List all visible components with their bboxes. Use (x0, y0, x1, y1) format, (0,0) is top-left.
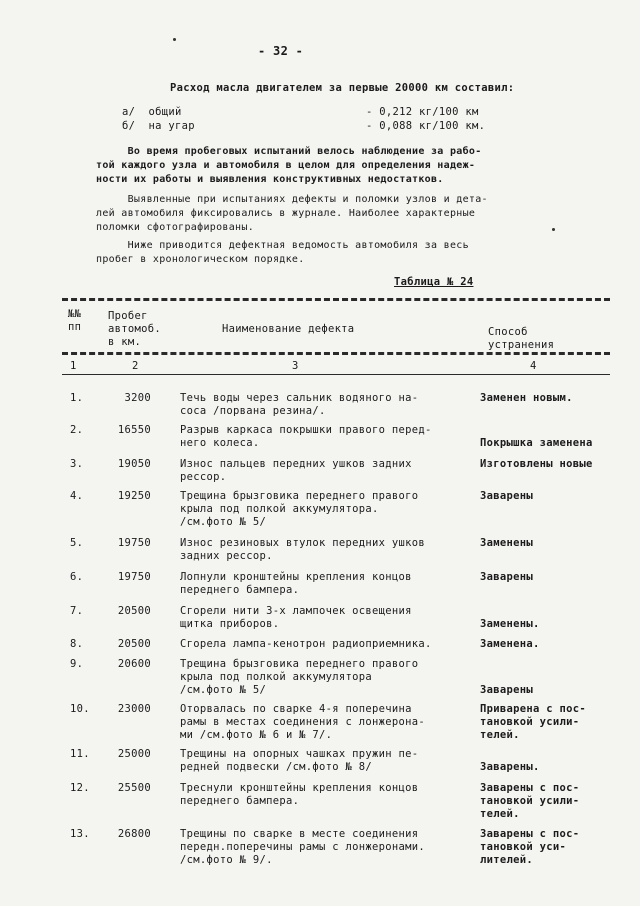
row-defect-description: щитка приборов. (180, 618, 280, 630)
row-number: 1. (70, 392, 84, 404)
row-defect-description: Трещины на опорных чашках пружин пе- (180, 748, 419, 760)
row-mileage: 25000 (117, 748, 151, 760)
row-repair-method: тановкой усили- (480, 795, 580, 807)
oil-item-label: б/ на угар (122, 120, 195, 132)
row-number: 10. (70, 703, 90, 715)
row-repair-method: Заварены (480, 684, 533, 696)
row-number: 8. (70, 638, 84, 650)
row-repair-method: телей. (480, 808, 520, 820)
paragraph-line: ности их работы и выявления конструктивных недостатков. (96, 174, 444, 185)
row-number: 9. (70, 658, 84, 670)
row-mileage: 25500 (117, 782, 151, 794)
row-number: 7. (70, 605, 84, 617)
header-method: устранения (488, 339, 555, 351)
row-mileage: 20500 (117, 605, 151, 617)
row-defect-description: Треснули кронштейны крепления концов (180, 782, 419, 794)
header-bottom-rule (62, 352, 610, 355)
header-desc: Наименование дефекта (222, 323, 355, 335)
oil-item-label: а/ общий (122, 106, 182, 118)
paragraph-line: Во время пробеговых испытаний велось наблюдение за рабо- (96, 146, 482, 157)
row-mileage: 3200 (124, 392, 151, 404)
row-repair-method: лителей. (480, 854, 533, 866)
table-top-rule (62, 298, 610, 301)
row-mileage: 19750 (117, 571, 151, 583)
oil-item-value: - 0,088 кг/100 км. (366, 120, 486, 132)
row-defect-description: Сгорели нити 3-х лампочек освещения (180, 605, 412, 617)
row-repair-method: Заменен новым. (480, 392, 573, 404)
page-number: - 32 - (258, 44, 304, 58)
row-defect-description: рессор. (180, 471, 227, 483)
row-repair-method: Заменены. (480, 618, 540, 630)
row-repair-method: Заварены с пос- (480, 828, 580, 840)
row-defect-description: переднего бампера. (180, 584, 300, 596)
paragraph-line: той каждого узла и автомобиля в целом для определения надеж- (96, 160, 476, 171)
row-defect-description: /см.фото № 5/ (180, 516, 267, 528)
row-defect-description: рамы в местах соединения с лонжерона- (180, 716, 425, 728)
row-defect-description: /см.фото № 5/ (180, 684, 267, 696)
row-number: 12. (70, 782, 90, 794)
row-mileage: 26800 (117, 828, 151, 840)
header-km: автомоб. (108, 323, 161, 335)
column-number: 2 (132, 360, 139, 372)
header-num: №№ (68, 308, 82, 320)
row-mileage: 20500 (117, 638, 151, 650)
row-number: 6. (70, 571, 84, 583)
row-defect-description: переднего бампера. (180, 795, 300, 807)
row-defect-description: передн.поперечины рамы с лонжеронами. (180, 841, 425, 853)
row-repair-method: Покрышка заменена (480, 437, 593, 449)
oil-item-value: - 0,212 кг/100 км (366, 106, 479, 118)
paragraph-line: Выявленные при испытаниях дефекты и поломки узлов и дета- (96, 194, 488, 205)
row-defect-description: редней подвески /см.фото № 8/ (180, 761, 373, 773)
scan-speck (173, 38, 176, 41)
row-defect-description: ми /см.фото № 6 и № 7/. (180, 729, 333, 741)
paragraph-line: пробег в хронологическом порядке. (96, 254, 305, 265)
row-defect-description: Износ резиновых втулок передних ушков (180, 537, 425, 549)
row-repair-method: Заварены с пос- (480, 782, 580, 794)
row-defect-description: Трещина брызговика переднего правого (180, 658, 419, 670)
row-number: 13. (70, 828, 90, 840)
row-number: 4. (70, 490, 84, 502)
row-mileage: 20600 (117, 658, 151, 670)
row-repair-method: Заварены (480, 571, 533, 583)
table-caption: Таблица № 24 (394, 276, 474, 288)
row-defect-description: крыла под полкой аккумулятора. (180, 503, 379, 515)
row-number: 2. (70, 424, 84, 436)
row-repair-method: тановкой усили- (480, 716, 580, 728)
row-defect-description: Трещина брызговика переднего правого (180, 490, 419, 502)
header-km: Пробег (108, 310, 148, 322)
scan-speck (552, 228, 555, 231)
row-repair-method: Приварена с пос- (480, 703, 586, 715)
row-repair-method: Заменены (480, 537, 533, 549)
row-defect-description: /см.фото № 9/. (180, 854, 273, 866)
column-number: 1 (70, 360, 77, 372)
row-mileage: 16550 (117, 424, 151, 436)
row-mileage: 19750 (117, 537, 151, 549)
header-method: Способ (488, 326, 528, 338)
column-number-rule (62, 374, 610, 375)
row-defect-description: coca /порвана резина/. (180, 405, 326, 417)
row-mileage: 19050 (117, 458, 151, 470)
row-repair-method: телей. (480, 729, 520, 741)
header-num: пп (68, 321, 82, 333)
row-mileage: 23000 (117, 703, 151, 715)
paragraph-line: лей автомобиля фиксировались в журнале. Наиболее характерные (96, 208, 476, 219)
row-repair-method: Изготовлены новые (480, 458, 593, 470)
row-defect-description: задних рессор. (180, 550, 273, 562)
row-defect-description: Износ пальцев передних ушков задних (180, 458, 412, 470)
row-repair-method: Заварены (480, 490, 533, 502)
row-defect-description: Разрыв каркаса покрышки правого перед- (180, 424, 432, 436)
oil-consumption-title: Расход масла двигателем за первые 20000 км составил: (170, 82, 515, 94)
paragraph-line: поломки сфотографированы. (96, 222, 255, 233)
row-repair-method: Заменена. (480, 638, 540, 650)
row-number: 5. (70, 537, 84, 549)
row-repair-method: Заварены. (480, 761, 540, 773)
row-defect-description: Сгорела лампа-кенотрон радиоприемника. (180, 638, 432, 650)
row-defect-description: Трещины по сварке в месте соединения (180, 828, 419, 840)
row-defect-description: Оторвалась по сварке 4-я поперечина (180, 703, 412, 715)
row-defect-description: крыла под полкой аккумулятора (180, 671, 373, 683)
row-repair-method: тановкой уси- (480, 841, 567, 853)
row-mileage: 19250 (117, 490, 151, 502)
column-number: 4 (530, 360, 537, 372)
row-number: 11. (70, 748, 90, 760)
row-defect-description: него колеса. (180, 437, 260, 449)
header-km: в км. (108, 336, 142, 348)
paragraph-line: Ниже приводится дефектная ведомость автомобиля за весь (96, 240, 469, 251)
row-defect-description: Лопнули кронштейны крепления концов (180, 571, 412, 583)
row-number: 3. (70, 458, 84, 470)
row-defect-description: Течь воды через сальник водяного на- (180, 392, 419, 404)
column-number: 3 (292, 360, 299, 372)
